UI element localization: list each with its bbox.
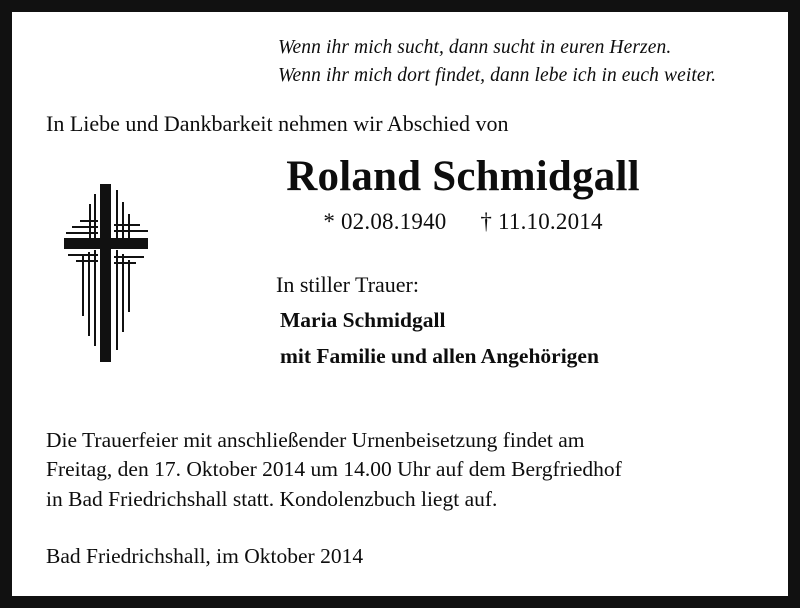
- ceremony-details: [46, 426, 758, 515]
- mourner-name: Maria Schmidgall: [280, 307, 446, 332]
- christian-cross-icon: [56, 176, 164, 366]
- mourners-lead: In stiller Trauer:: [276, 272, 419, 298]
- birth-star-icon: *: [323, 209, 336, 235]
- mourner-family: mit Familie und allen Angehörigen: [280, 343, 599, 368]
- birth-date: 02.08.1940: [340, 209, 447, 235]
- death-date: 11.10.2014: [498, 209, 603, 235]
- mourners-block: [276, 271, 758, 371]
- life-dates: [168, 209, 758, 235]
- epitaph-verse: [278, 34, 758, 89]
- name-and-symbol-section: [46, 154, 758, 400]
- place-and-date: Bad Friedrichshall, im Oktober 2014: [46, 543, 364, 568]
- deceased-block: [168, 154, 758, 235]
- ceremony-line-3: in Bad Friedrichshall statt. Kondolenzbuch liegt auf.: [46, 487, 498, 512]
- deceased-name: Roland Schmidgall: [286, 152, 640, 200]
- epitaph-line-1: Wenn ihr mich sucht, dann sucht in euren Herzen.: [278, 37, 672, 58]
- ceremony-line-1: Die Trauerfeier mit anschließender Urnenbeisetzung findet am: [46, 427, 585, 452]
- intro-text: In Liebe und Dankbarkeit nehmen wir Abschied von: [46, 111, 509, 137]
- epitaph-line-2: Wenn ihr mich dort findet, dann lebe ich in euch weiter.: [278, 64, 717, 86]
- death-cross-icon: †: [480, 209, 493, 235]
- ceremony-line-2: Freitag, den 17. Oktober 2014 um 14.00 Uhr auf dem Bergfriedhof: [46, 457, 622, 482]
